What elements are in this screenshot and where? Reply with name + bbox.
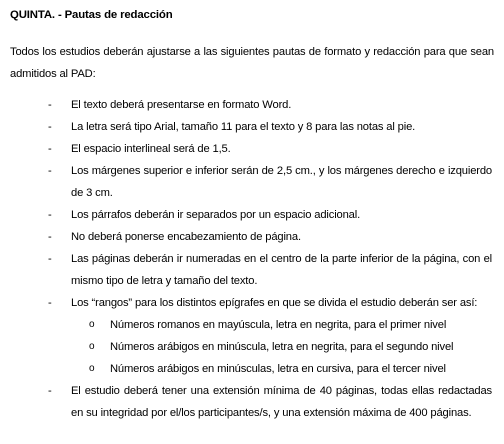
circle-bullet: o xyxy=(89,363,95,374)
sub-list xyxy=(71,314,492,380)
sub-list-item xyxy=(0,336,492,358)
list-item-text: Los “rangos” para los distintos epígrafes en que se divida el estudio deberán ser así: xyxy=(71,297,478,309)
list-item xyxy=(0,292,504,380)
dash-marker: - xyxy=(48,253,52,265)
list-item-text: Las páginas deberán ir numeradas en el centro de la parte inferior de la página, con el mismo tipo de letra y tamaño del texto. xyxy=(71,253,492,287)
dash-marker: - xyxy=(48,385,52,397)
dash-marker: - xyxy=(48,99,52,111)
section-heading: QUINTA. - Pautas de redacción xyxy=(10,9,173,21)
intro-paragraph: Todos los estudios deberán ajustarse a las siguientes pautas de formato y redacción para que sean admitidos al PAD: xyxy=(10,46,494,80)
list-item-text: El espacio interlineal será de 1,5. xyxy=(71,143,231,155)
list-item xyxy=(0,380,504,424)
circle-bullet: o xyxy=(89,341,95,352)
list-item-text: Los párrafos deberán ir separados por un espacio adicional. xyxy=(71,209,361,221)
dash-marker: - xyxy=(48,297,52,309)
list-item xyxy=(0,160,504,204)
list-item xyxy=(0,116,504,138)
sub-list-item xyxy=(0,314,492,336)
list-item xyxy=(0,248,504,292)
list-item xyxy=(0,138,504,160)
list-item-text: Los márgenes superior e inferior serán de 2,5 cm., y los márgenes derecho e izquierdo de 3 cm. xyxy=(71,165,492,199)
guidelines-list xyxy=(0,94,504,424)
circle-bullet: o xyxy=(89,319,95,330)
list-item xyxy=(0,94,504,116)
sub-list-item xyxy=(0,358,492,380)
sub-list-item-text: Números arábigos en minúsculas, letra en cursiva, para el tercer nivel xyxy=(110,363,446,375)
sub-list-item-text: Números romanos en mayúscula, letra en negrita, para el primer nivel xyxy=(110,319,447,331)
dash-marker: - xyxy=(48,165,52,177)
dash-marker: - xyxy=(48,209,52,221)
list-item-text: El texto deberá presentarse en formato Word. xyxy=(71,99,292,111)
list-item xyxy=(0,204,504,226)
list-item xyxy=(0,226,504,248)
list-item-text: No deberá ponerse encabezamiento de página. xyxy=(71,231,301,243)
dash-marker: - xyxy=(48,231,52,243)
sub-list-item-text: Números arábigos en minúscula, letra en negrita, para el segundo nivel xyxy=(110,341,454,353)
list-item-text: El estudio deberá tener una extensión mínima de 40 páginas, todas ellas redactadas en su integridad por el/los participantes/s, y una extensión máxima de 400 páginas. xyxy=(71,385,492,419)
dash-marker: - xyxy=(48,121,52,133)
dash-marker: - xyxy=(48,143,52,155)
list-item-text: La letra será tipo Arial, tamaño 11 para el texto y 8 para las notas al pie. xyxy=(71,121,416,133)
